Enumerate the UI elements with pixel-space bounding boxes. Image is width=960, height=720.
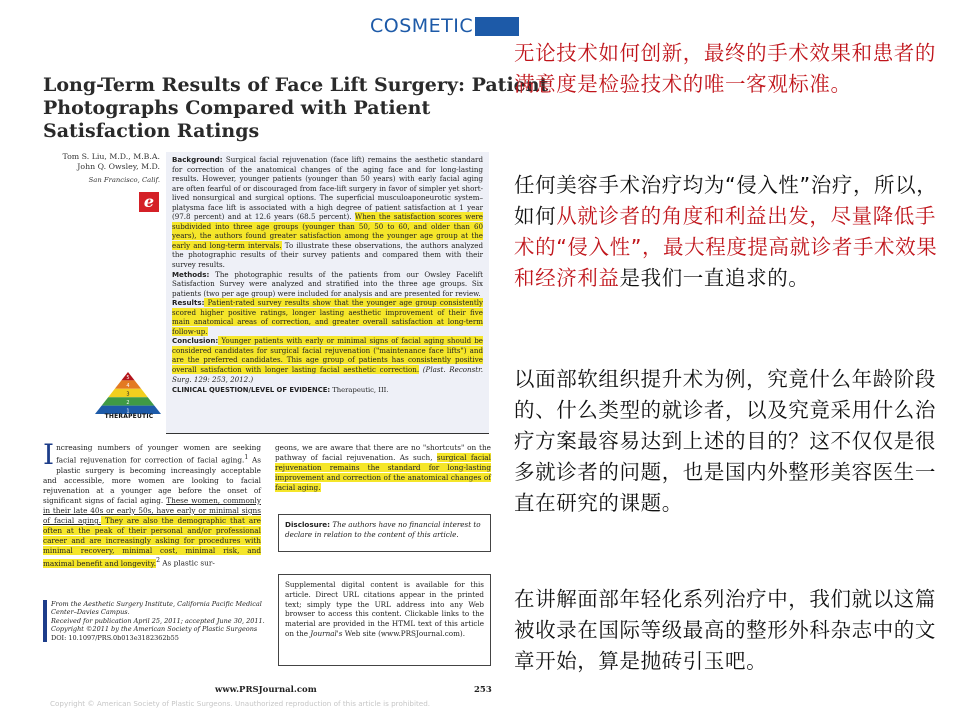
pyramid-level-label: 2 <box>126 400 130 406</box>
underlined-text: These women, commonly in their late 40s or early 50s, have early or minimal signs of facial aging. <box>43 495 261 526</box>
drop-cap: I <box>43 438 55 471</box>
abstract-label: Methods: <box>172 269 210 279</box>
paper-title-line: Photographs Compared with Patient <box>43 97 431 119</box>
highlighted-text: surgical facial rejuvenation remains the standard for long-lasting improvement and correction of the anatomical changes of facial aging. <box>275 453 491 493</box>
copyright-watermark: Copyright © American Society of Plastic Surgeons. Unauthorized reproduction of this article is prohibited. <box>50 699 431 708</box>
highlighted-text: They are also the demographic that are often at the peak of their personal and/or professional career and are increasingly asking for procedures with minimal recovery, minimal cost, minimal risk, and maximal benefit and longevity. <box>43 516 261 568</box>
highlighted-phrase: 从就诊者的角度和利益出发，尽量降低手术的“侵入性”，最大程度提高就诊者手术效果和经济利益 <box>514 204 938 290</box>
footnote-affiliation: From the Aesthetic Surgery Institute, California Pacific Medical Center–Davies Campus. <box>51 600 262 617</box>
body-column-right: geons, we are aware that there are no "shortcuts" on the pathway of facial rejuvenation. As such, surgical facial rejuvenation remains the standard for long-lasting improvement and correction of the anatomical changes of facial aging. <box>275 443 491 493</box>
journal-header <box>370 15 519 37</box>
pyramid-level-label: 3 <box>126 391 130 398</box>
highlighted-text: Patient-rated survey results show that the younger age group consistently scored higher positive ratings, longer lasting aesthetic improvement of their five main anatomical areas of correction, and greater overall satisfaction at long-term follow-up. <box>172 298 483 336</box>
pyramid-level-label: 4 <box>126 383 130 390</box>
clinical-question: CLINICAL QUESTION/LEVEL OF EVIDENCE: Therapeutic, III. <box>172 386 389 395</box>
highlighted-text: Younger patients with early or minimal signs of facial aging should be considered candidates for surgical facial rejuvenation ("maintenance face lifts") and are the preferred candidates. This age group of patients has consistently positive overall satisfaction with longer lasting facial aesthetic correction. <box>172 336 483 375</box>
pyramid-level-label: 1 <box>126 408 130 414</box>
body-column-left: Increasing numbers of younger women are seeking facial rejuvenation for correction of facial aging.$^1$ As plastic surgery is becoming increasingly acceptable and accessible, more women are looking to facial rejuvenation at a younger age before the onset of significant signs of facial aging. These women, commonly in their late 40s or early 50s, have early or minimal signs of facial aging. They are also the demographic that are often at the peak of their personal and/or professional career and are increasingly asking for procedures with minimal recovery, minimal cost, minimal risk, and maximal benefit and longevity.$^2$ As plastic sur- <box>43 438 261 568</box>
abstract-box <box>166 152 489 434</box>
paper-title-line: Satisfaction Ratings <box>43 120 260 142</box>
commentary-paragraph: 无论技术如何创新，最终的手术效果和患者的满意度是检验技术的唯一客观标准。 <box>514 41 936 96</box>
abstract-methods: Methods: The photographic results of the patients from our Owsley Facelift Satisfaction Survey were analyzed and stratified into the three age groups. Six patients (two per age group) were included for analysis and are presented for review. <box>172 269 483 298</box>
pyramid-level-label: 5 <box>126 375 130 381</box>
article-footnote <box>43 600 265 642</box>
commentary-paragraph: 在讲解面部年轻化系列治疗中，我们就以这篇被收录在国际等级最高的整形外科杂志中的文章开始，算是抛砖引玉吧。 <box>514 587 936 673</box>
journal-website: www.PRSJournal.com <box>215 685 317 695</box>
abstract-label: Conclusion: <box>172 336 219 346</box>
footnote-doi: DOI: 10.1097/PRS.0b013e3182362b55 <box>51 633 179 642</box>
commentary-paragraph: 以面部软组织提升术为例，究竟什么年龄阶段的、什么类型的就诊者，以及究竟采用什么治疗方案最容易达到上述的目的？这不仅仅是很多就诊者的问题，也是国内外整形美容医生一直在研究的课题。 <box>514 367 936 515</box>
disclosure-box: Disclosure: The authors have no financial interest to declare in relation to the content of this article. <box>278 514 491 552</box>
page-number: 253 <box>474 685 492 695</box>
abstract-label: Background: <box>172 155 223 164</box>
evidence-level-badge: THERAPEUTIC <box>104 413 154 420</box>
author-name: John Q. Owsley, M.D. <box>77 162 160 171</box>
journal-section-bar <box>475 17 519 36</box>
paper-title <box>43 74 549 143</box>
author-name: Tom S. Liu, M.D., M.B.A. <box>62 152 160 161</box>
footnote-received: Received for publication April 25, 2011; accepted June 30, 2011. <box>51 616 265 625</box>
paper-title-line: Long-Term Results of Face Lift Surgery: Patient <box>43 74 549 96</box>
abstract-citation: (Plast. Reconstr. Surg. 129: 253, 2012.) <box>172 365 483 384</box>
abstract-conclusion <box>172 336 483 384</box>
footnote-copyright: Copyright ©2011 by the American Society of Plastic Surgeons <box>51 625 258 634</box>
author-location: San Francisco, Calif. <box>88 176 160 184</box>
commentary-paragraph: 任何美容手术治疗均为“侵入性”治疗，所以，如何从就诊者的角度和利益出发，尽量降低手术的“侵入性”，最大程度提高就诊者手术效果和经济利益是我们一直追求的。 <box>514 173 938 290</box>
abstract-label: Results: <box>172 298 205 308</box>
author-list <box>50 152 160 185</box>
online-content-badge: e <box>139 192 159 212</box>
abstract-results <box>172 298 483 336</box>
evidence-pyramid-icon <box>95 372 161 418</box>
journal-section-name: COSMETIC <box>370 15 474 37</box>
highlighted-text: When the satisfaction scores were subdivided into three age groups (younger than 50, 50 to 60, and older than 60 years), the authors found greater satisfaction among the younger age group at the early and long-term intervals. <box>172 212 483 250</box>
supplemental-content-box: Supplemental digital content is available for this article. Direct URL citations appear in the printed text; simply type the URL address into any Web browser to access this content. Clickable links to the material are provided in the HTML text of this article on the Journal's Web site (www.PRSJournal.com). <box>278 574 491 666</box>
abstract-background: Background: Surgical facial rejuvenation (face lift) remains the aesthetic standard for correction of the anatomical changes of the aging face and for long-lasting results. However, younger patients (younger than 50 years) with early facial aging are often fearful of or discouraged from face-lift surgery in favor of simpler yet short-lived nonsurgical and surgical options. The superficial musculoaponeurotic system–platysma face lift is associated with a high degree of patient satisfaction at 1 year (97.8 percent) and at 12.6 years (68.5 percent). When the satisfaction scores were subdivided into three age groups (younger than 50, 50 to 60, and older than 60 years), the authors found greater satisfaction among the younger age group at the early and long-term intervals. To illustrate these observations, the authors analyzed the photographic results of their survey patients and compared them with their survey results. <box>172 155 484 270</box>
